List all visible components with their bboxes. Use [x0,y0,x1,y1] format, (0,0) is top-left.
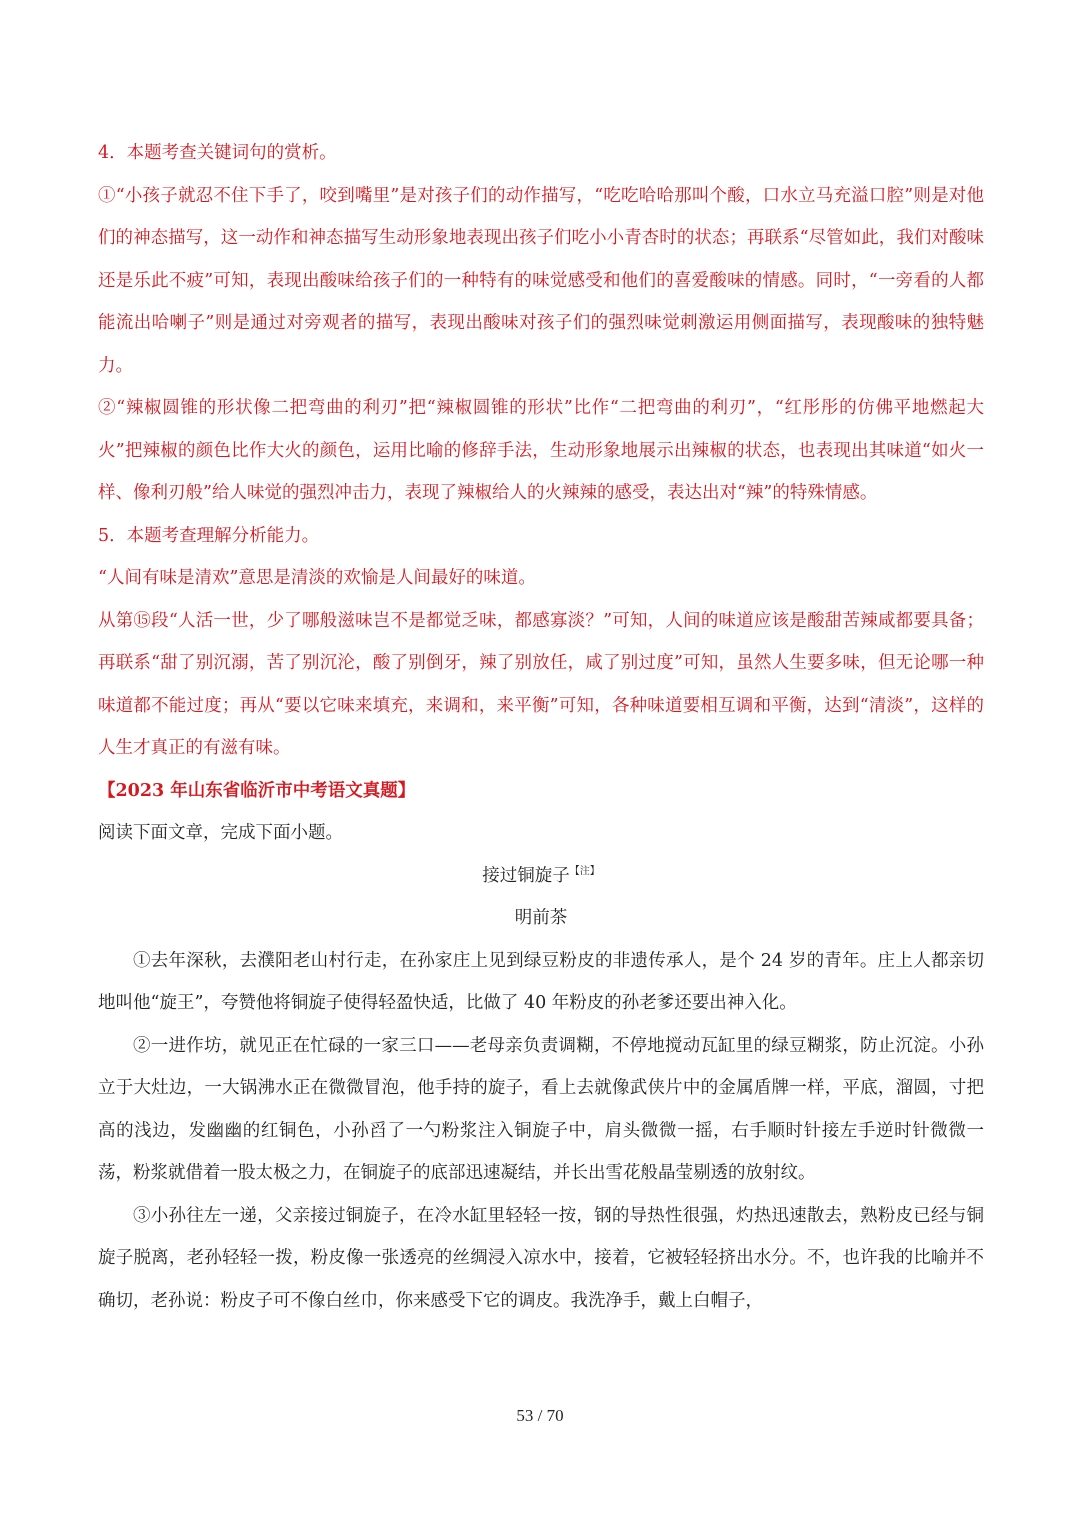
article-title-text: 接过铜旋子 [482,865,570,886]
article-note-mark: 【注】 [569,865,600,877]
article-author: 明前茶 [514,908,568,928]
page-content [98,132,984,1322]
reading-instruction: 阅读下面文章，完成下面小题。 [98,823,343,843]
article-paragraph-3: ③小孙往左一递，父亲接过铜旋子，在冷水缸里轻轻一按，钢的导热性很强，灼热迅速散去，熟粉皮已经与铜旋子脱离，老孙轻轻一拨，粉皮像一张透亮的丝绸浸入凉水中，接着，它被轻轻挤出水分。不，也许我的比喻并不确切，老孙说：粉皮子可不像白丝巾，你来感受下它的调皮。我洗净手，戴上白帽子， [98,1205,984,1311]
q4-answer-1: ①“小孩子就忍不住下手了，咬到嘴里”是对孩子们的动作描写，“吃吃哈哈那叫个酸，口水立马充溢口腔”则是对他们的神态描写，这一动作和神态描写生动形象地表现出孩子们吃小小青杏时的状态；再联系“尽管如此，我们对酸味还是乐此不疲”可知，表现出酸味给孩子们的一种特有的味觉感受和他们的喜爱酸味的情感。同时，“一旁看的人都能流出哈喇子”则是通过对旁观者的描写，表现出酸味对孩子们的强烈味觉刺激运用侧面描写，表现酸味的独特魅力。 [98,185,984,376]
q4-answer-2: ②“辣椒圆锥的形状像二把弯曲的利刃”把“辣椒圆锥的形状”比作“二把弯曲的利刃”，“红彤彤的仿佛平地燃起大火”把辣椒的颜色比作大火的颜色，运用比喻的修辞手法，生动形象地展示出辣椒的状态，也表现出其味道“如火一样、像利刃般”给人味觉的强烈冲击力，表现了辣椒给人的火辣辣的感受，表达出对“辣”的特殊情感。 [98,398,984,503]
article-paragraph-1: ①去年深秋，去濮阳老山村行走，在孙家庄上见到绿豆粉皮的非遗传承人，是个 24 岁的青年。庄上人都亲切地叫他“旋王”，夸赞他将铜旋子使得轻盈快适，比做了 40 年粉皮的孙老爹还要出神入化。 [98,950,984,1013]
article-title [98,855,984,898]
q5-heading: 5．本题考查理解分析能力。 [98,525,320,546]
q5-answer-1: “人间有味是清欢”意思是清淡的欢愉是人间最好的味道。 [98,568,536,588]
article-paragraph-2: ②一进作坊，就见正在忙碌的一家三口——老母亲负责调糊，不停地搅动瓦缸里的绿豆糊浆，防止沉淀。小孙立于大灶边，一大锅沸水正在微微冒泡，他手持的旋子，看上去就像武侠片中的金属盾牌一样，平底，溜圆，寸把高的浅边，发幽幽的红铜色，小孙舀了一勺粉浆注入铜旋子中，肩头微微一摇，右手顺时针接左手逆时针微微一荡，粉浆就借着一股太极之力，在铜旋子的底部迅速凝结，并长出雪花般晶莹剔透的放射纹。 [98,1035,984,1183]
q4-heading: 4．本题考查关键词句的赏析。 [98,143,337,163]
exam-title: 【2023 年山东省临沂市中考语文真题】 [98,780,416,801]
q5-answer-2: 从第⑮段“人活一世，少了哪般滋味岂不是都觉乏味，都感寡淡？”可知，人间的味道应该是酸甜苦辣咸都要具备；再联系“甜了别沉溺，苦了别沉沦，酸了别倒牙，辣了别放任，咸了别过度”可知，虽然人生要多味，但无论哪一种味道都不能过度；再从“要以它味来填充，来调和，来平衡”可知，各种味道要相互调和平衡，达到“清淡”，这样的人生才真正的有滋有味。 [98,610,984,758]
page-number: 53 / 70 [516,1406,564,1425]
